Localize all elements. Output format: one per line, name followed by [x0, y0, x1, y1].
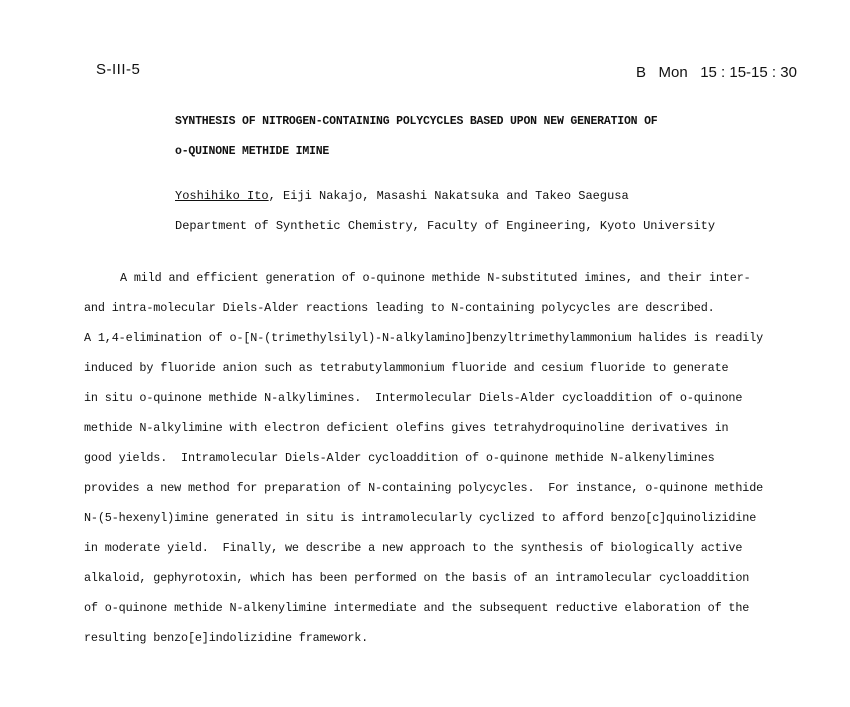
abstract-line: A 1,4-elimination of o-[N-(trimethylsilyl)-N-alkylamino]benzyltrimethylammonium halides is readily — [84, 331, 764, 345]
abstract-line: provides a new method for preparation of N-containing polycycles. For instance, o-quinone methide — [84, 481, 764, 495]
abstract-line: A mild and efficient generation of o-quinone methide N-substituted imines, and their inter- — [120, 271, 751, 285]
session-code: S-III-5 — [96, 61, 141, 78]
abstract-line: methide N-alkylimine with electron deficient olefins gives tetrahydroquinoline derivatives in — [84, 421, 729, 435]
abstract-line: resulting benzo[e]indolizidine framework. — [84, 631, 369, 645]
abstract-line: N-(5-hexenyl)imine generated in situ is intramolecularly cyclized to afford benzo[c]quinolizidine — [84, 511, 757, 525]
author-list — [175, 189, 629, 203]
abstract-line: of o-quinone methide N-alkenylimine intermediate and the subsequent reductive elaboration of the — [84, 601, 750, 615]
abstract-line: alkaloid, gephyrotoxin, which has been performed on the basis of an intramolecular cycloaddition — [84, 571, 750, 585]
co-authors: , Eiji Nakajo, Masashi Nakatsuka and Takeo Saegusa — [268, 189, 629, 203]
affiliation: Department of Synthetic Chemistry, Faculty of Engineering, Kyoto University — [175, 219, 716, 233]
abstract-line: induced by fluoride anion such as tetrabutylammonium fluoride and cesium fluoride to generate — [84, 361, 729, 375]
abstract-line: good yields. Intramolecular Diels-Alder cycloaddition of o-quinone methide N-alkenylimines — [84, 451, 715, 465]
abstract-line: and intra-molecular Diels-Alder reactions leading to N-containing polycycles are described. — [84, 301, 715, 315]
title-line-1: SYNTHESIS OF NITROGEN-CONTAINING POLYCYCLES BASED UPON NEW GENERATION OF — [175, 115, 658, 128]
title-line-2: o-QUINONE METHIDE IMINE — [175, 145, 330, 158]
session-schedule: B Mon 15 : 15-15 : 30 — [636, 64, 797, 81]
abstract-line: in moderate yield. Finally, we describe a new approach to the synthesis of biologically active — [84, 541, 743, 555]
abstract-line: in situ o-quinone methide N-alkylimines. Intermolecular Diels-Alder cycloaddition of o-quinone — [84, 391, 743, 405]
presenting-author: Yoshihiko Ito — [175, 189, 269, 203]
